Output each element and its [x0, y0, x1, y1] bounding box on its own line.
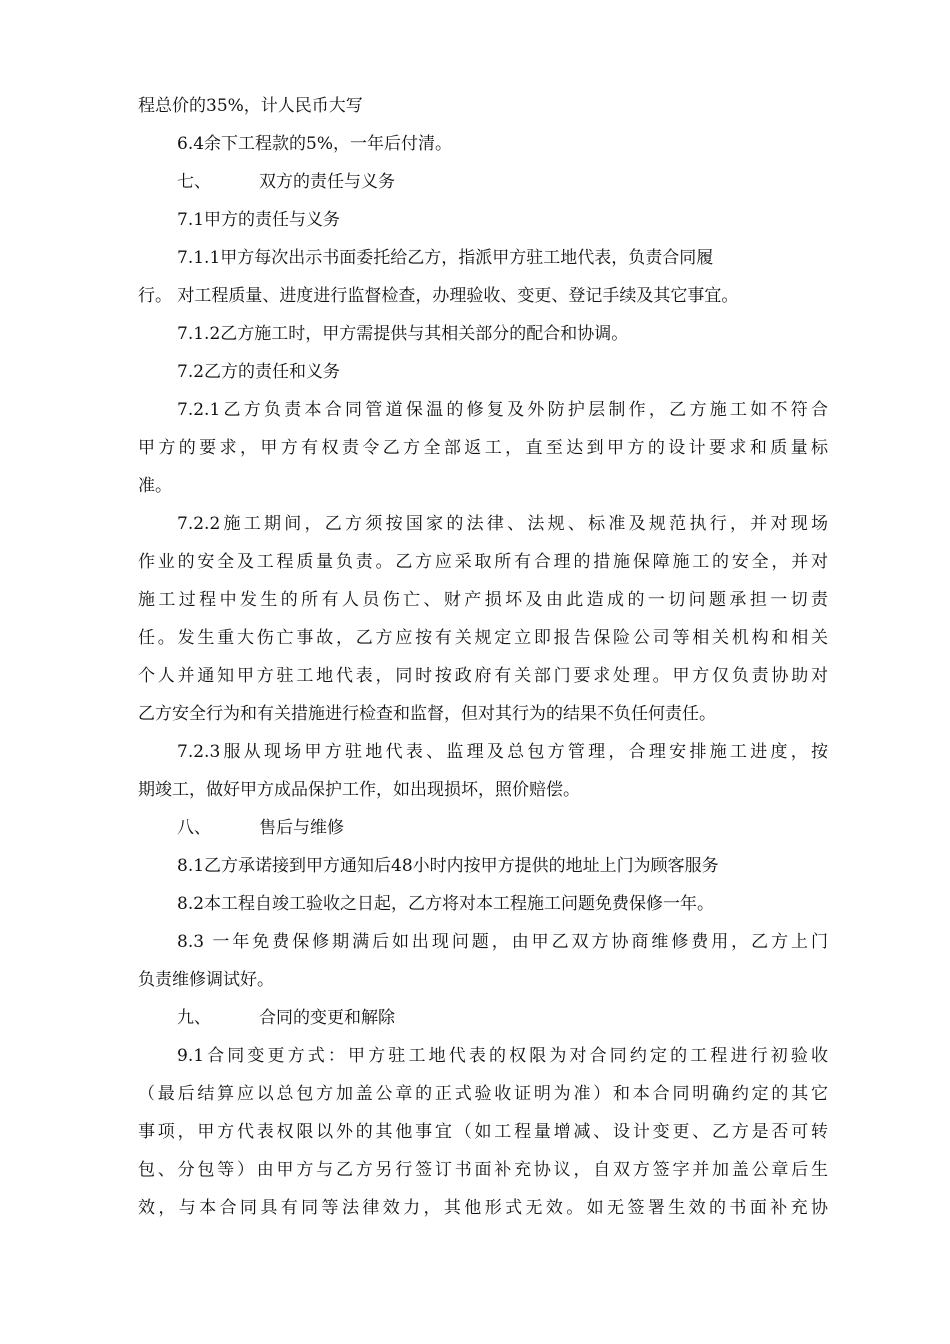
text-line: 作业的安全及工程质量负责。乙方应采取所有合理的措施保障施工的安全，并对 — [138, 552, 828, 572]
section-heading — [177, 1006, 828, 1030]
text-line: （最后结算应以总包方加盖公章的正式验收证明为准）和本合同明确约定的其它 — [138, 1084, 828, 1104]
text-line: 9.1合同变更方式：甲方驻工地代表的权限为对合同约定的工程进行初验收 — [177, 1046, 828, 1066]
text-line: 效，与本合同具有同等法律效力，其他形式无效。如无签署生效的书面补充协 — [138, 1198, 828, 1218]
section-heading — [177, 170, 828, 194]
text-line: 7.1甲方的责任与义务 — [177, 210, 341, 230]
text-line: 7.2.3服从现场甲方驻地代表、监理及总包方管理，合理安排施工进度，按 — [177, 742, 828, 762]
text-line: 任。发生重大伤亡事故，乙方应按有关规定立即报告保险公司等相关机构和相关 — [138, 628, 828, 648]
text-line: 8.3 一年免费保修期满后如出现问题，由甲乙双方协商维修费用，乙方上门 — [177, 932, 828, 952]
text-line: 事项，甲方代表权限以外的其他事宜（如工程量增减、设计变更、乙方是否可转 — [138, 1122, 828, 1142]
text-line: 准。 — [138, 476, 172, 496]
text-line: 程总价的35%，计人民币大写 — [138, 96, 363, 116]
text-line: 甲方的要求，甲方有权责令乙方全部返工，直至达到甲方的设计要求和质量标 — [138, 438, 828, 458]
text-line: 行。 对工程质量、进度进行监督检查，办理验收、变更、登记手续及其它事宜。 — [138, 286, 739, 306]
text-line: 乙方安全行为和有关措施进行检查和监督，但对其行为的结果不负任何责任。 — [138, 704, 716, 724]
section-number: 七、 — [177, 172, 211, 192]
section-title: 合同的变更和解除 — [259, 1008, 395, 1028]
section-number: 九、 — [177, 1008, 211, 1028]
text-line: 7.1.1甲方每次出示书面委托给乙方，指派甲方驻工地代表，负责合同履 — [177, 248, 714, 268]
section-title: 售后与维修 — [259, 818, 344, 838]
section-number: 八、 — [177, 818, 211, 838]
text-line: 8.1乙方承诺接到甲方通知后48小时内按甲方提供的地址上门为顾客服务 — [177, 856, 719, 876]
text-line: 7.2.2施工期间，乙方须按国家的法律、法规、标准及规范执行，并对现场 — [177, 514, 828, 534]
text-line: 个人并通知甲方驻工地代表，同时按政府有关部门要求处理。甲方仅负责协助对 — [138, 666, 828, 686]
section-title: 双方的责任与义务 — [259, 172, 395, 192]
text-line: 施工过程中发生的所有人员伤亡、财产损坏及由此造成的一切问题承担一切责 — [138, 590, 828, 610]
text-line: 负责维修调试好。 — [138, 970, 274, 990]
text-line: 8.2本工程自竣工验收之日起，乙方将对本工程施工问题免费保修一年。 — [177, 894, 715, 914]
text-line: 包、分包等）由甲方与乙方另行签订书面补充协议，自双方签字并加盖公章后生 — [138, 1160, 828, 1180]
text-line: 6.4余下工程款的5%，一年后付清。 — [177, 134, 453, 154]
text-line: 7.2.1乙方负责本合同管道保温的修复及外防护层制作，乙方施工如不符合 — [177, 400, 828, 420]
text-line: 7.1.2乙方施工时，甲方需提供与其相关部分的配合和协调。 — [177, 324, 629, 344]
text-line: 期竣工，做好甲方成品保护工作，如出现损坏，照价赔偿。 — [138, 780, 580, 800]
text-line: 7.2乙方的责任和义务 — [177, 362, 341, 382]
section-heading — [177, 816, 828, 840]
